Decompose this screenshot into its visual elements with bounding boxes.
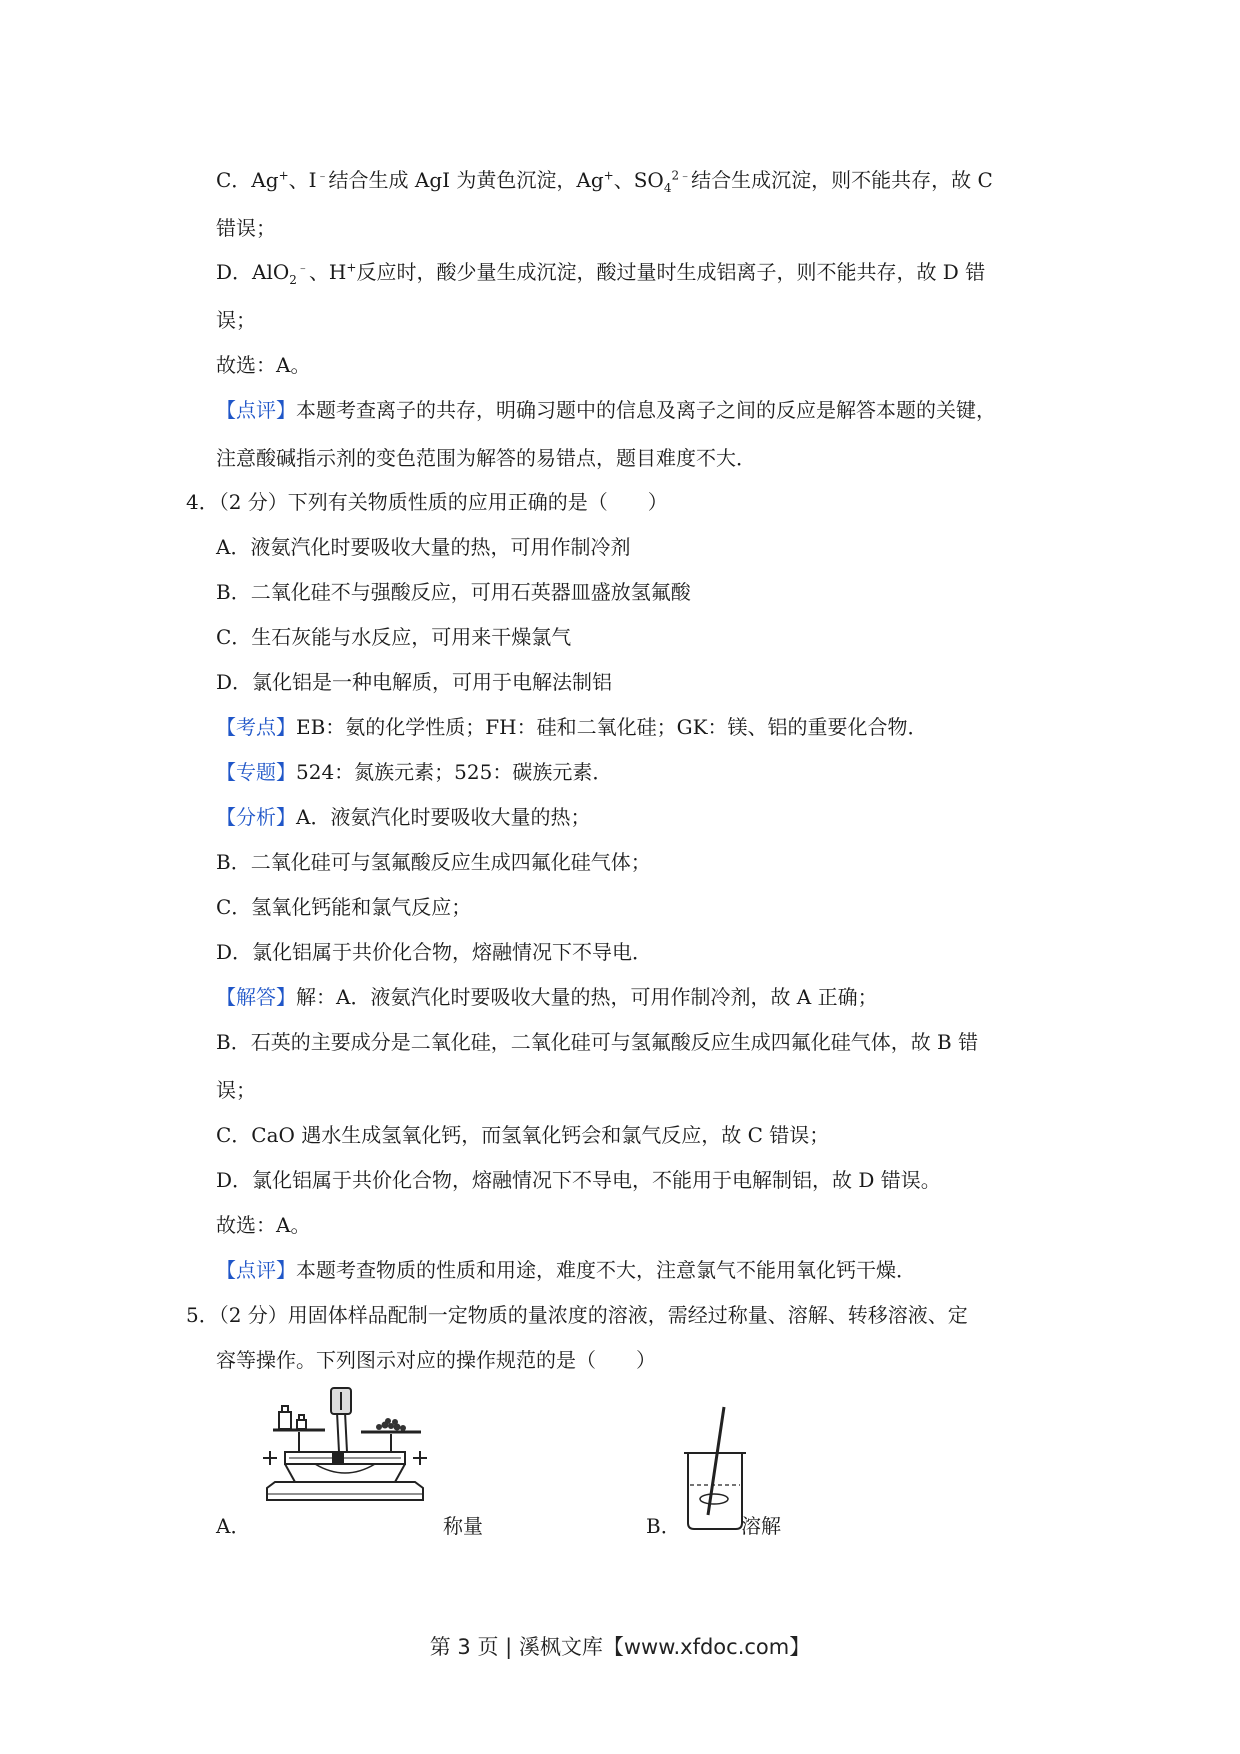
q5-option-a-label: 称量 bbox=[443, 1514, 483, 1538]
q4-jieda: 【解答】解：A．液氨汽化时要吸收大量的热，可用作制冷剂，故 A 正确； bbox=[216, 985, 878, 1009]
q4-fenxi-d: D．氯化铝属于共价化合物，熔融情况下不导电． bbox=[216, 940, 653, 964]
comment-tag: 【点评】 bbox=[216, 1258, 296, 1282]
q5-stem-line1: 5．（2 分）用固体样品配制一定物质的量浓度的溶液，需经过称量、溶解、转移溶液、定 bbox=[186, 1303, 968, 1327]
q4-fenxi: 【分析】A．液氨汽化时要吸收大量的热； bbox=[216, 805, 591, 829]
q3-answer: 故选：A。 bbox=[216, 353, 311, 377]
q4-option-d: D．氯化铝是一种电解质，可用于电解法制铝 bbox=[216, 670, 613, 694]
q5-option-b-label: 溶解 bbox=[741, 1514, 781, 1538]
q3-option-c-line2: 错误； bbox=[216, 216, 276, 240]
q4-zhuanti: 【专题】524：氮族元素；525：碳族元素． bbox=[216, 760, 613, 784]
balance-scale-figure bbox=[255, 1382, 435, 1512]
zhuanti-tag: 【专题】 bbox=[216, 760, 296, 784]
q4-jieda-b1: B．石英的主要成分是二氧化硅，二氧化硅可与氢氟酸反应生成四氟化硅气体，故 B 错 bbox=[216, 1030, 979, 1054]
q5-option-b-letter: B． bbox=[646, 1514, 681, 1538]
comment-tag: 【点评】 bbox=[216, 398, 296, 422]
q4-jieda-b2: 误； bbox=[216, 1078, 256, 1102]
q3-option-d-line2: 误； bbox=[216, 308, 256, 332]
q3-option-d-line1: D．AlO$_2$﹣、H+反应时，酸少量生成沉淀，酸过量时生成铝离子，则不能共存，故 D 错 bbox=[216, 260, 986, 287]
q5-option-a-letter: A． bbox=[216, 1514, 251, 1538]
q4-answer: 故选：A。 bbox=[216, 1213, 311, 1237]
q3-option-c-line1: C．Ag+、I﹣结合生成 AgI 为黄色沉淀，Ag+、$SO_4^{2﹣}$结合生成沉淀，则不能共存，故 C bbox=[216, 168, 993, 195]
q4-option-c: C．生石灰能与水反应，可用来干燥氯气 bbox=[216, 625, 572, 649]
q5-stem-line2: 容等操作。下列图示对应的操作规范的是（ ） bbox=[216, 1348, 656, 1372]
jieda-tag: 【解答】 bbox=[216, 985, 296, 1009]
q4-jieda-d: D．氯化铝属于共价化合物，熔融情况下不导电，不能用于电解制铝，故 D 错误。 bbox=[216, 1168, 941, 1192]
beaker-stirring-figure bbox=[680, 1403, 750, 1533]
q4-option-b: B．二氧化硅不与强酸反应，可用石英器皿盛放氢氟酸 bbox=[216, 580, 691, 604]
q4-option-a: A．液氨汽化时要吸收大量的热，可用作制冷剂 bbox=[216, 535, 631, 559]
q4-fenxi-c: C．氢氧化钙能和氯气反应； bbox=[216, 895, 472, 919]
q4-jieda-c: C．CaO 遇水生成氢氧化钙，而氢氧化钙会和氯气反应，故 C 错误； bbox=[216, 1123, 830, 1147]
q4-kaodian: 【考点】EB：氨的化学性质；FH：硅和二氧化硅；GK：镁、铝的重要化合物． bbox=[216, 715, 928, 739]
kaodian-tag: 【考点】 bbox=[216, 715, 296, 739]
page-footer: 第 3 页 | 溪枫文库【www.xfdoc.com】 bbox=[429, 1635, 811, 1659]
q3-comment-line1: 【点评】本题考查离子的共存，明确习题中的信息及离子之间的反应是解答本题的关键， bbox=[216, 398, 996, 422]
fenxi-tag: 【分析】 bbox=[216, 805, 296, 829]
q4-comment: 【点评】本题考查物质的性质和用途，难度不大，注意氯气不能用氧化钙干燥． bbox=[216, 1258, 916, 1282]
q3-comment-line2: 注意酸碱指示剂的变色范围为解答的易错点，题目难度不大． bbox=[216, 446, 756, 470]
q4-fenxi-b: B．二氧化硅可与氢氟酸反应生成四氟化硅气体； bbox=[216, 850, 651, 874]
q4-stem: 4．（2 分）下列有关物质性质的应用正确的是（ ） bbox=[186, 490, 668, 514]
